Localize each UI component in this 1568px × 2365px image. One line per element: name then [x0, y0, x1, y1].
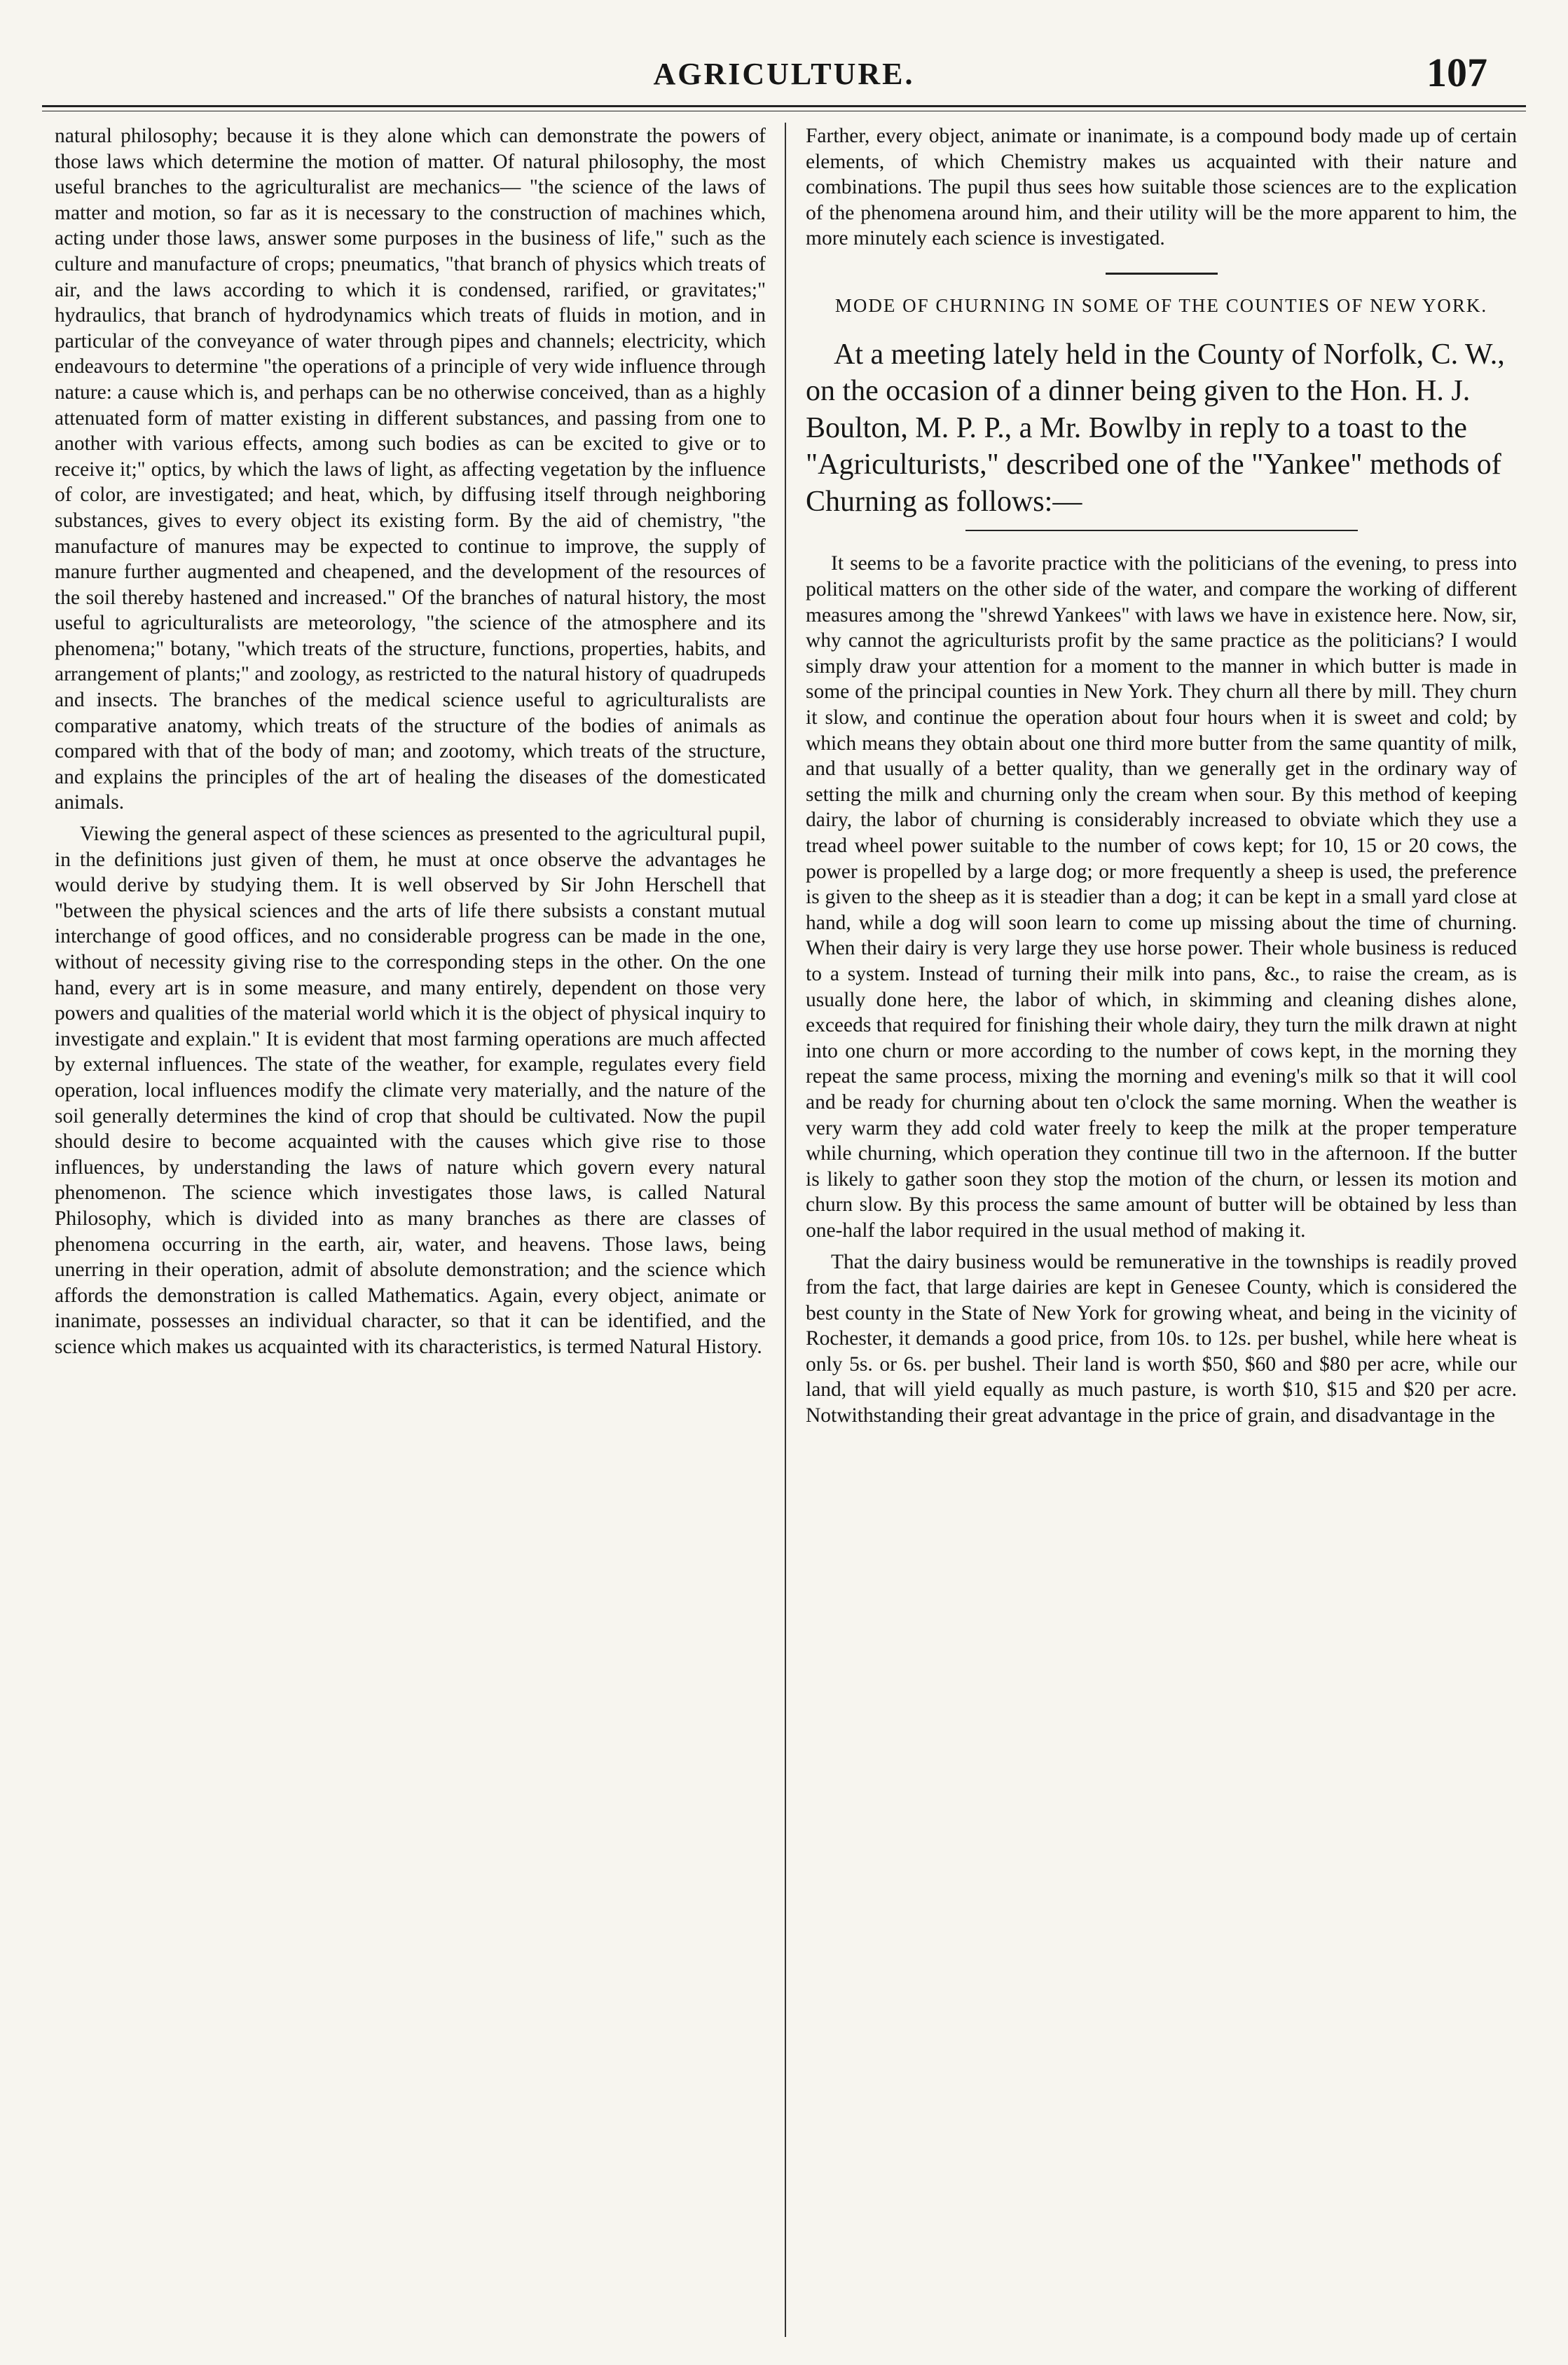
header-rule — [42, 105, 1526, 111]
body-paragraph: natural philosophy; because it is they alone which can demonstrate the powers of those laws which determine the motion of matter. Of natural philosophy, the most useful branches to the agriculturalist are mechanics— "the science of the laws of matter and motion, so far as it is necessary to the construction of machines which, acting under those laws, answer some purposes in the business of life," such as the culture and manufacture of crops; pneumatics, "that branch of physics which treats of air, and the laws according to which it is condensed, rarified, or gravitates;" hydraulics, that branch of hydrodynamics which treats of fluids in motion, and in particular of the conveyance of water through pipes and channels; electricity, which endeavours to determine "the operations of a principle of very wide influence through nature: a cause which is, and perhaps can be no otherwise conceived, than as a highly attenuated form of matter existing in different substances, and passing from one to another with various effects, among such bodies as can be excited to give or to receive it;" optics, by which the laws of light, as affecting vegetation by the influence of color, are investigated; and heat, which, by diffusing itself through neighboring substances, gives to every object its existing form. By the aid of chemistry, "the manufacture of manures may be expected to continue to improve, the supply of manure further augmented and cheapened, and the development of the resources of the soil thereby hastened and increased." Of the branches of natural history, the most useful to agriculturalists are meteorology, "the science of the atmosphere and its phenomena;" botany, "which treats of the structure, functions, properties, habits, and arrangement of plants;" and zoology, as restricted to the natural history of quadrupeds and insects. The branches of the medical science useful to agriculturalists are comparative anatomy, which treats of the structure of the bodies of animals as compared with that of the body of man; and zootomy, which treats of the structure, and explains the principles of the art of healing the diseases of the domesticated animals. — [55, 125, 766, 814]
left-column — [55, 123, 766, 2337]
page-header — [42, 49, 1526, 100]
article-intro: At a meeting lately held in the County of Norfolk, C. W., on the occasion of a dinner being given to the Hon. H. J. Boulton, M. P. P., a Mr. Bowlby in reply to a toast to the "Agriculturists," described one of the "Yankee" methods of Churning as follows:— — [806, 338, 1505, 518]
running-title: AGRICULTURE. — [653, 57, 915, 91]
intro-rule — [965, 530, 1358, 531]
right-column — [806, 123, 1517, 2337]
body-paragraph: Farther, every object, animate or inanimate, is a compound body made up of certain elements, of which Chemistry makes us acquainted with their nature and combinations. The pupil thus sees how suitable those sciences are to the explication of the phenomena around him, and their utility will be the more apparent to him, the more minutely each science is investigated. — [806, 125, 1517, 250]
body-paragraph: That the dairy business would be remunerative in the townships is readily proved from the fact, that large dairies are kept in Genesee County, which is considered the best county in the State of New York for growing wheat, and being in the vicinity of Rochester, it demands a good price, from 10s. to 12s. per bushel, while here wheat is only 5s. or 6s. per bushel. Their land is worth $50, $60 and $80 per acre, while our land, that will yield equally as much pasture, is worth $10, $15 and $20 per acre. Notwithstanding their great advantage in the price of grain, and disadvantage in the — [806, 1250, 1517, 1427]
section-heading: MODE OF CHURNING IN SOME OF THE COUNTIES OF NEW YORK. — [834, 294, 1488, 316]
body-paragraph: Viewing the general aspect of these sciences as presented to the agricultural pupil, in the definitions just given of them, he must at once observe the advantages he would derive by studying them. It is well observed by Sir John Herschell that "between the physical sciences and the arts of life there subsists a constant mutual interchange of good offices, and no considerable progress can be made in the one, without of necessity giving rise to the corresponding steps in the other. On the one hand, every art is in some measure, and many entirely, dependent on those very powers and qualities of the material world which it is the object of physical inquiry to investigate and explain." It is evident that most farming operations are much affected by external influences. The state of the weather, for example, regulates every field operation, local influences modify the climate very materially, and the nature of the soil generally determines the kind of crop that should be cultivated. Now the pupil should desire to become acquainted with the causes which give rise to those influences, by understanding the laws of nature which govern every natural phenomenon. The science which investigates those laws, is called Natural Philosophy, which is divided into as many branches as there are classes of phenomena occurring in the earth, air, water, and heavens. Those laws, being unerring in their operation, admit of absolute demonstration; and the science which affords the demonstration is called Mathematics. Again, every object, animate or inanimate, possesses an individual character, so that it can be identified, and the science which makes us acquainted with its characteristics, is termed Natural History. — [55, 823, 766, 1358]
section-separator — [1106, 273, 1218, 275]
page-number: 107 — [1426, 50, 1487, 95]
column-divider — [785, 123, 786, 2337]
body-paragraph: It seems to be a favorite practice with the politicians of the evening, to press into political matters on the other side of the water, and compare the working of different measures among the "shrewd Yankees" with laws we have in existence here. Now, sir, why cannot the agriculturists profit by the same practice as the politicians? I would simply draw your attention for a moment to the manner in which butter is made in some of the principal counties in New York. They churn all there by mill. They churn it slow, and continue the operation about four hours when it is sweet and cold; by which means they obtain about one third more butter from the same quantity of milk, and that usually of a better quality, than we generally get in the ordinary way of setting the milk and churning only the cream when sour. By this method of keeping dairy, the labor of churning is considerably increased to obviate which they use a tread wheel power suitable to the number of cows kept; for 10, 15 or 20 cows, the power is propelled by a large dog; or more frequently a sheep is used, the preference is given to the sheep as it is steadier than a dog; it can be kept in a small yard close at hand, while a dog will soon learn to come up missing about the time of churning. When their dairy is very large they use horse power. Their whole business is reduced to a system. Instead of turning their milk into pans, &c., to raise the cream, as is usually done here, the labor of which, in skimming and cleaning dishes alone, exceeds that required for finishing their whole dairy, they turn the milk drawn at night into one churn or more according to the number of cows kept, in the morning they repeat the same process, mixing the morning and evening's milk so that it will cool and be ready for churning about ten o'clock the same morning. When the weather is very warm they add cold water freely to keep the milk at the proper temperature while churning, which operation they continue till two in the afternoon. If the butter is likely to gather soon they stop the motion of the churn, or lessen its motion and churn slow. By this process the same amount of butter will be obtained by less than one-half the labor required in the usual method of making it. — [806, 552, 1517, 1242]
